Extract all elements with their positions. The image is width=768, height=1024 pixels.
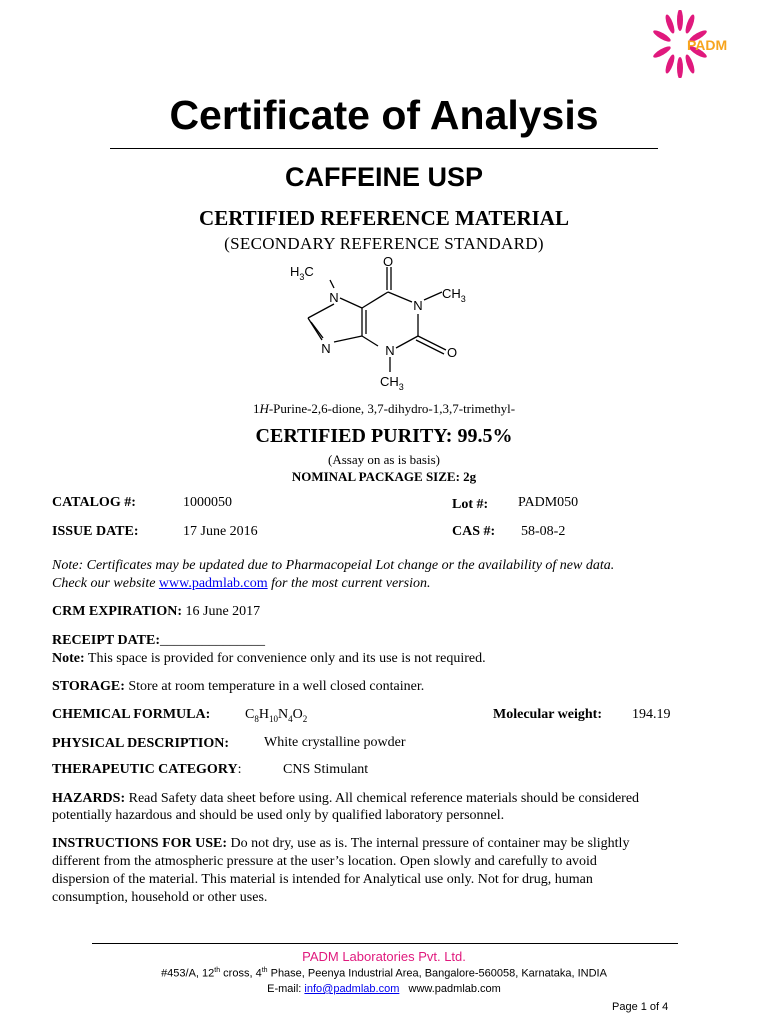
update-note-line2: Check our website www.padmlab.com for the most current version.	[52, 576, 431, 591]
instructions-line1: INSTRUCTIONS FOR USE: Do not dry, use as is. The internal pressure of container may be slightly	[52, 836, 630, 851]
website-link[interactable]: www.padmlab.com	[158, 576, 268, 591]
cas-value: 58-08-2	[521, 524, 566, 539]
nitrogen-n9-label: N	[321, 341, 331, 356]
storage: STORAGE: Store at room temperature in a well closed container.	[52, 679, 425, 694]
page-number: Page 1 of 4	[612, 1001, 669, 1013]
physical-description-label: PHYSICAL DESCRIPTION:	[52, 736, 229, 751]
footer-address: #453/A, 12th cross, 4th Phase, Peenya Industrial Area, Bangalore-560058, Karnataka, INDIA	[161, 967, 607, 980]
methyl-n3-label: $CH_3$	[380, 374, 404, 392]
instructions-line3: dispersion of the material. This material is intended for Analytical use only. Not for drug, human	[52, 872, 593, 887]
instructions-line4: consumption, household or other uses.	[52, 890, 268, 905]
logo-text: PADM	[687, 37, 728, 53]
hazards-line1: HAZARDS: Read Safety data sheet before using. All chemical reference materials should be considered	[52, 791, 640, 806]
receipt-note: Note: This space is provided for convenience only and its use is not required.	[52, 651, 486, 666]
therapeutic-category-label: THERAPEUTIC CATEGORY:	[52, 762, 242, 777]
iupac-name: 1H-Purine-2,6-dione, 3,7-dihydro-1,3,7-trimethyl-	[252, 401, 516, 416]
lot-label: Lot #:	[452, 497, 489, 512]
instructions-line2: different from the atmospheric pressure at the user’s location. Open slowly and carefully to avoid	[52, 854, 597, 869]
certified-purity: CERTIFIED PURITY: 99.5%	[255, 425, 513, 447]
caffeine-structure-diagram	[270, 252, 510, 397]
formula-value: $C_8H_{10}N_4O_2$	[245, 707, 308, 724]
crm-heading: CERTIFIED REFERENCE MATERIAL	[199, 206, 569, 230]
hazards-line2: potentially hazardous and should be used only by qualified laboratory personnel.	[52, 808, 505, 823]
nitrogen-n3-label: N	[385, 343, 395, 358]
issue-date-label: ISSUE DATE:	[52, 524, 139, 539]
methyl-n1-label: $CH_3$	[442, 286, 466, 304]
padm-logo	[640, 10, 738, 78]
issue-date-value: 17 June 2016	[183, 524, 258, 539]
molecular-weight-label: Molecular weight:	[493, 707, 602, 722]
footer-divider	[92, 943, 678, 944]
nitrogen-n1-label: N	[413, 298, 423, 313]
cas-label: CAS #:	[452, 524, 496, 539]
therapeutic-category-value: CNS Stimulant	[283, 762, 369, 777]
receipt-date: RECEIPT DATE:_______________	[52, 633, 266, 648]
product-name: CAFFEINE USP	[284, 162, 484, 192]
assay-basis: (Assay on as is basis)	[328, 452, 440, 467]
crm-expiration: CRM EXPIRATION: 16 June 2017	[52, 604, 261, 619]
update-note-line1: Note: Certificates may be updated due to Pharmacopeial Lot change or the availability of new data.	[52, 558, 615, 573]
oxygen-top-label: O	[382, 254, 394, 269]
footer-company-name: PADM Laboratories Pvt. Ltd.	[302, 949, 466, 964]
catalog-label: CATALOG #:	[52, 495, 136, 510]
physical-description-value: White crystalline powder	[264, 735, 406, 750]
page-title: Certificate of Analysis	[169, 92, 599, 138]
nitrogen-n7-label: N	[329, 290, 339, 305]
package-size: NOMINAL PACKAGE SIZE: 2g	[291, 469, 477, 484]
footer-contact: E-mail: info@padmlab.com www.padmlab.com	[267, 983, 501, 995]
email-link[interactable]: info@padmlab.com	[304, 983, 400, 995]
title-underline	[110, 148, 658, 149]
lot-value: PADM050	[518, 495, 579, 510]
methyl-n7-label: $H_3C$	[290, 264, 314, 282]
oxygen-right-label: O	[446, 345, 458, 360]
molecular-weight-value: 194.19	[632, 707, 671, 722]
secondary-standard-heading: (SECONDARY REFERENCE STANDARD)	[224, 234, 544, 253]
formula-label: CHEMICAL FORMULA:	[52, 707, 211, 722]
catalog-value: 1000050	[183, 495, 232, 510]
